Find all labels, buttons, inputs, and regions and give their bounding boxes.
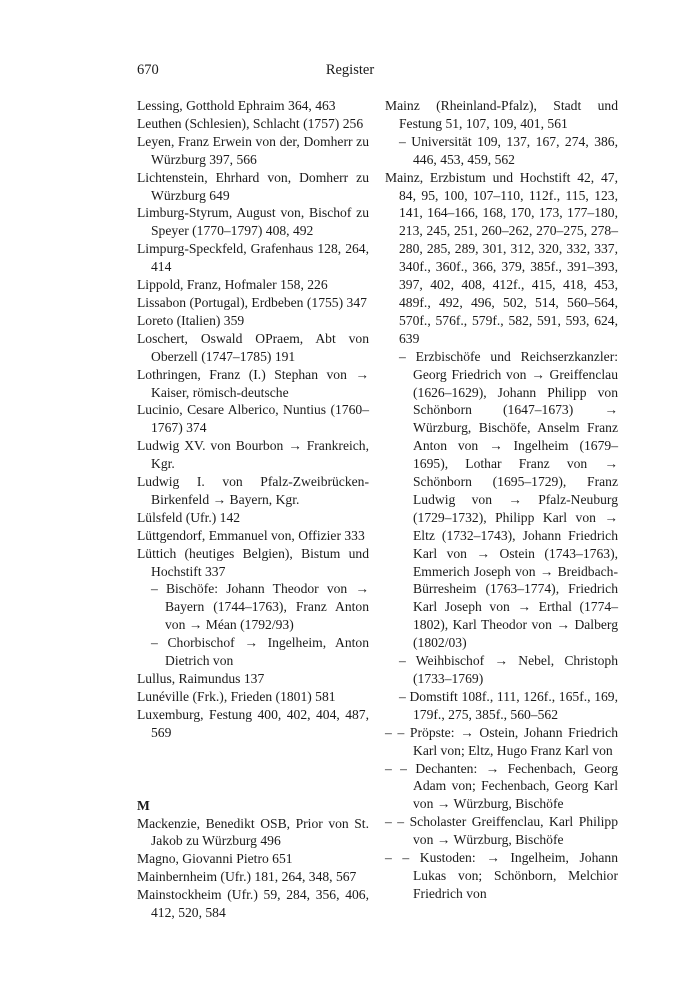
index-entry: Limpurg-Speckfeld, Grafenhaus 128, 264, 414 xyxy=(137,241,369,275)
index-entry: Ludwig XV. von Bourbon → Frankreich, Kgr. xyxy=(137,438,369,472)
index-entry: Loreto (Italien) 359 xyxy=(137,312,245,328)
index-entry: Lüttich (heutiges Belgien), Bistum und Hochstift 337 xyxy=(137,545,369,579)
index-entry: Lothringen, Franz (I.) Stephan von → Kaiser, römisch-deutsche xyxy=(137,366,369,400)
index-subentry: – Bischöfe: Johann Theodor von → Bayern (1744–1763), Franz Anton von → Méan (1792/93) xyxy=(151,581,369,633)
index-entry: Mainstockheim (Ufr.) 59, 284, 356, 406, 412, 520, 584 xyxy=(137,887,369,921)
index-entry: Lichtenstein, Ehrhard von, Domherr zu Würzburg 649 xyxy=(137,169,369,203)
index-subsubentry: – – Scholaster Greiffenclau, Karl Philipp von → Würzburg, Bischöfe xyxy=(385,814,618,848)
index-entry: Limburg-Styrum, August von, Bischof zu Speyer (1770–1797) 408, 492 xyxy=(137,205,369,239)
index-entry: Mainz (Rheinland-Pfalz), Stadt und Festung 51, 107, 109, 401, 561 xyxy=(385,98,618,131)
section-letter-heading: M xyxy=(137,797,150,813)
index-entry: Lessing, Gotthold Ephraim 364, 463 xyxy=(137,98,336,113)
index-subsubentry: – – Kustoden: → Ingelheim, Johann Lukas von; Schönborn, Melchior Friedrich von xyxy=(385,850,618,901)
index-entry: Leyen, Franz Erwein von der, Domherr zu Würzburg 397, 566 xyxy=(137,133,369,167)
index-entry: Lüttgendorf, Emmanuel von, Offizier 333 xyxy=(137,527,365,543)
index-entry: Lucinio, Cesare Alberico, Nuntius (1760–1767) 374 xyxy=(137,402,369,436)
index-entry: Lippold, Franz, Hofmaler 158, 226 xyxy=(137,277,328,293)
index-subentry: – Erzbischöfe und Reichserzkanzler: Georg Friedrich von → Greiffenclau (1626–1629), Johann Philipp von Schönborn (1647–1673) → Würzburg, Bischöfe, Anselm Franz Anton von → Ingelheim (1679–1695), Lothar Franz von → Schönborn (1695–1729), Franz Ludwig von → Pfalz-Neuburg (1729–1732), Philipp Karl von → Eltz (1732–1743), Johann Friedrich Karl von → Ostein (1743–1763), Emmerich Joseph von → Breidbach-Bürresheim (1763–1774), Friedrich Karl Joseph von → Erthal (1774–1802), Karl Theodor von → Dalberg (1802/03) xyxy=(399,348,618,651)
index-entry: Magno, Giovanni Pietro 651 xyxy=(137,851,293,867)
page-number: 670 xyxy=(137,62,159,78)
index-subentry: – Domstift 108f., 111, 126f., 165f., 169, 179f., 275, 385f., 560–562 xyxy=(399,688,618,722)
running-header: Register xyxy=(325,62,375,78)
index-subentry: – Universität 109, 137, 167, 274, 386, 446, 453, 459, 562 xyxy=(399,133,618,167)
index-subsubentry: – – Pröpste: → Ostein, Johann Friedrich Karl von; Eltz, Hugo Franz Karl von xyxy=(385,724,618,758)
index-entry: Lülsfeld (Ufr.) 142 xyxy=(137,509,241,525)
index-column-left xyxy=(137,97,369,922)
index-entry: Mackenzie, Benedikt OSB, Prior von St. Jakob zu Würzburg 496 xyxy=(137,815,369,849)
index-entry: Mainz, Erzbistum und Hochstift 42, 47, 84, 95, 100, 107–110, 112f., 115, 123, 141, 164–166, 168, 170, 173, 177–180, 213, 245, 251, 260–262, 270–275, 278–280, 285, 289, 301, 312, 320, 332, 337, 340f., 360f., 366, 379, 385f., 391–393, 397, 402, 408, 412f., 415, 418, 453, 489f., 492, 496, 502, 514, 560–564, 570f., 576f., 579f., 582, 591, 593, 624, 639 xyxy=(385,169,618,346)
index-entry: Lunéville (Frk.), Frieden (1801) 581 xyxy=(137,688,336,704)
index-column-right xyxy=(385,97,618,903)
index-subsubentry: – – Dechanten: → Fechenbach, Georg Adam von; Fechenbach, Georg Karl von → Würzburg, Bischöfe xyxy=(385,760,618,812)
section-spacer xyxy=(137,742,369,797)
index-entry: Leuthen (Schlesien), Schlacht (1757) 256 xyxy=(137,115,364,131)
index-subentry: – Weihbischof → Nebel, Christoph (1733–1769) xyxy=(399,653,618,686)
index-entry: Luxemburg, Festung 400, 402, 404, 487, 569 xyxy=(137,706,369,740)
index-subentry: – Chorbischof → Ingelheim, Anton Dietrich von xyxy=(151,635,369,669)
index-entry: Mainbernheim (Ufr.) 181, 264, 348, 567 xyxy=(137,869,357,885)
index-entry: Lissabon (Portugal), Erdbeben (1755) 347 xyxy=(137,294,367,310)
index-entry: Ludwig I. von Pfalz-Zweibrücken-Birkenfeld → Bayern, Kgr. xyxy=(137,474,369,507)
index-entry: Lullus, Raimundus 137 xyxy=(137,671,265,686)
index-entry: Loschert, Oswald OPraem, Abt von Oberzell (1747–1785) 191 xyxy=(137,330,369,364)
